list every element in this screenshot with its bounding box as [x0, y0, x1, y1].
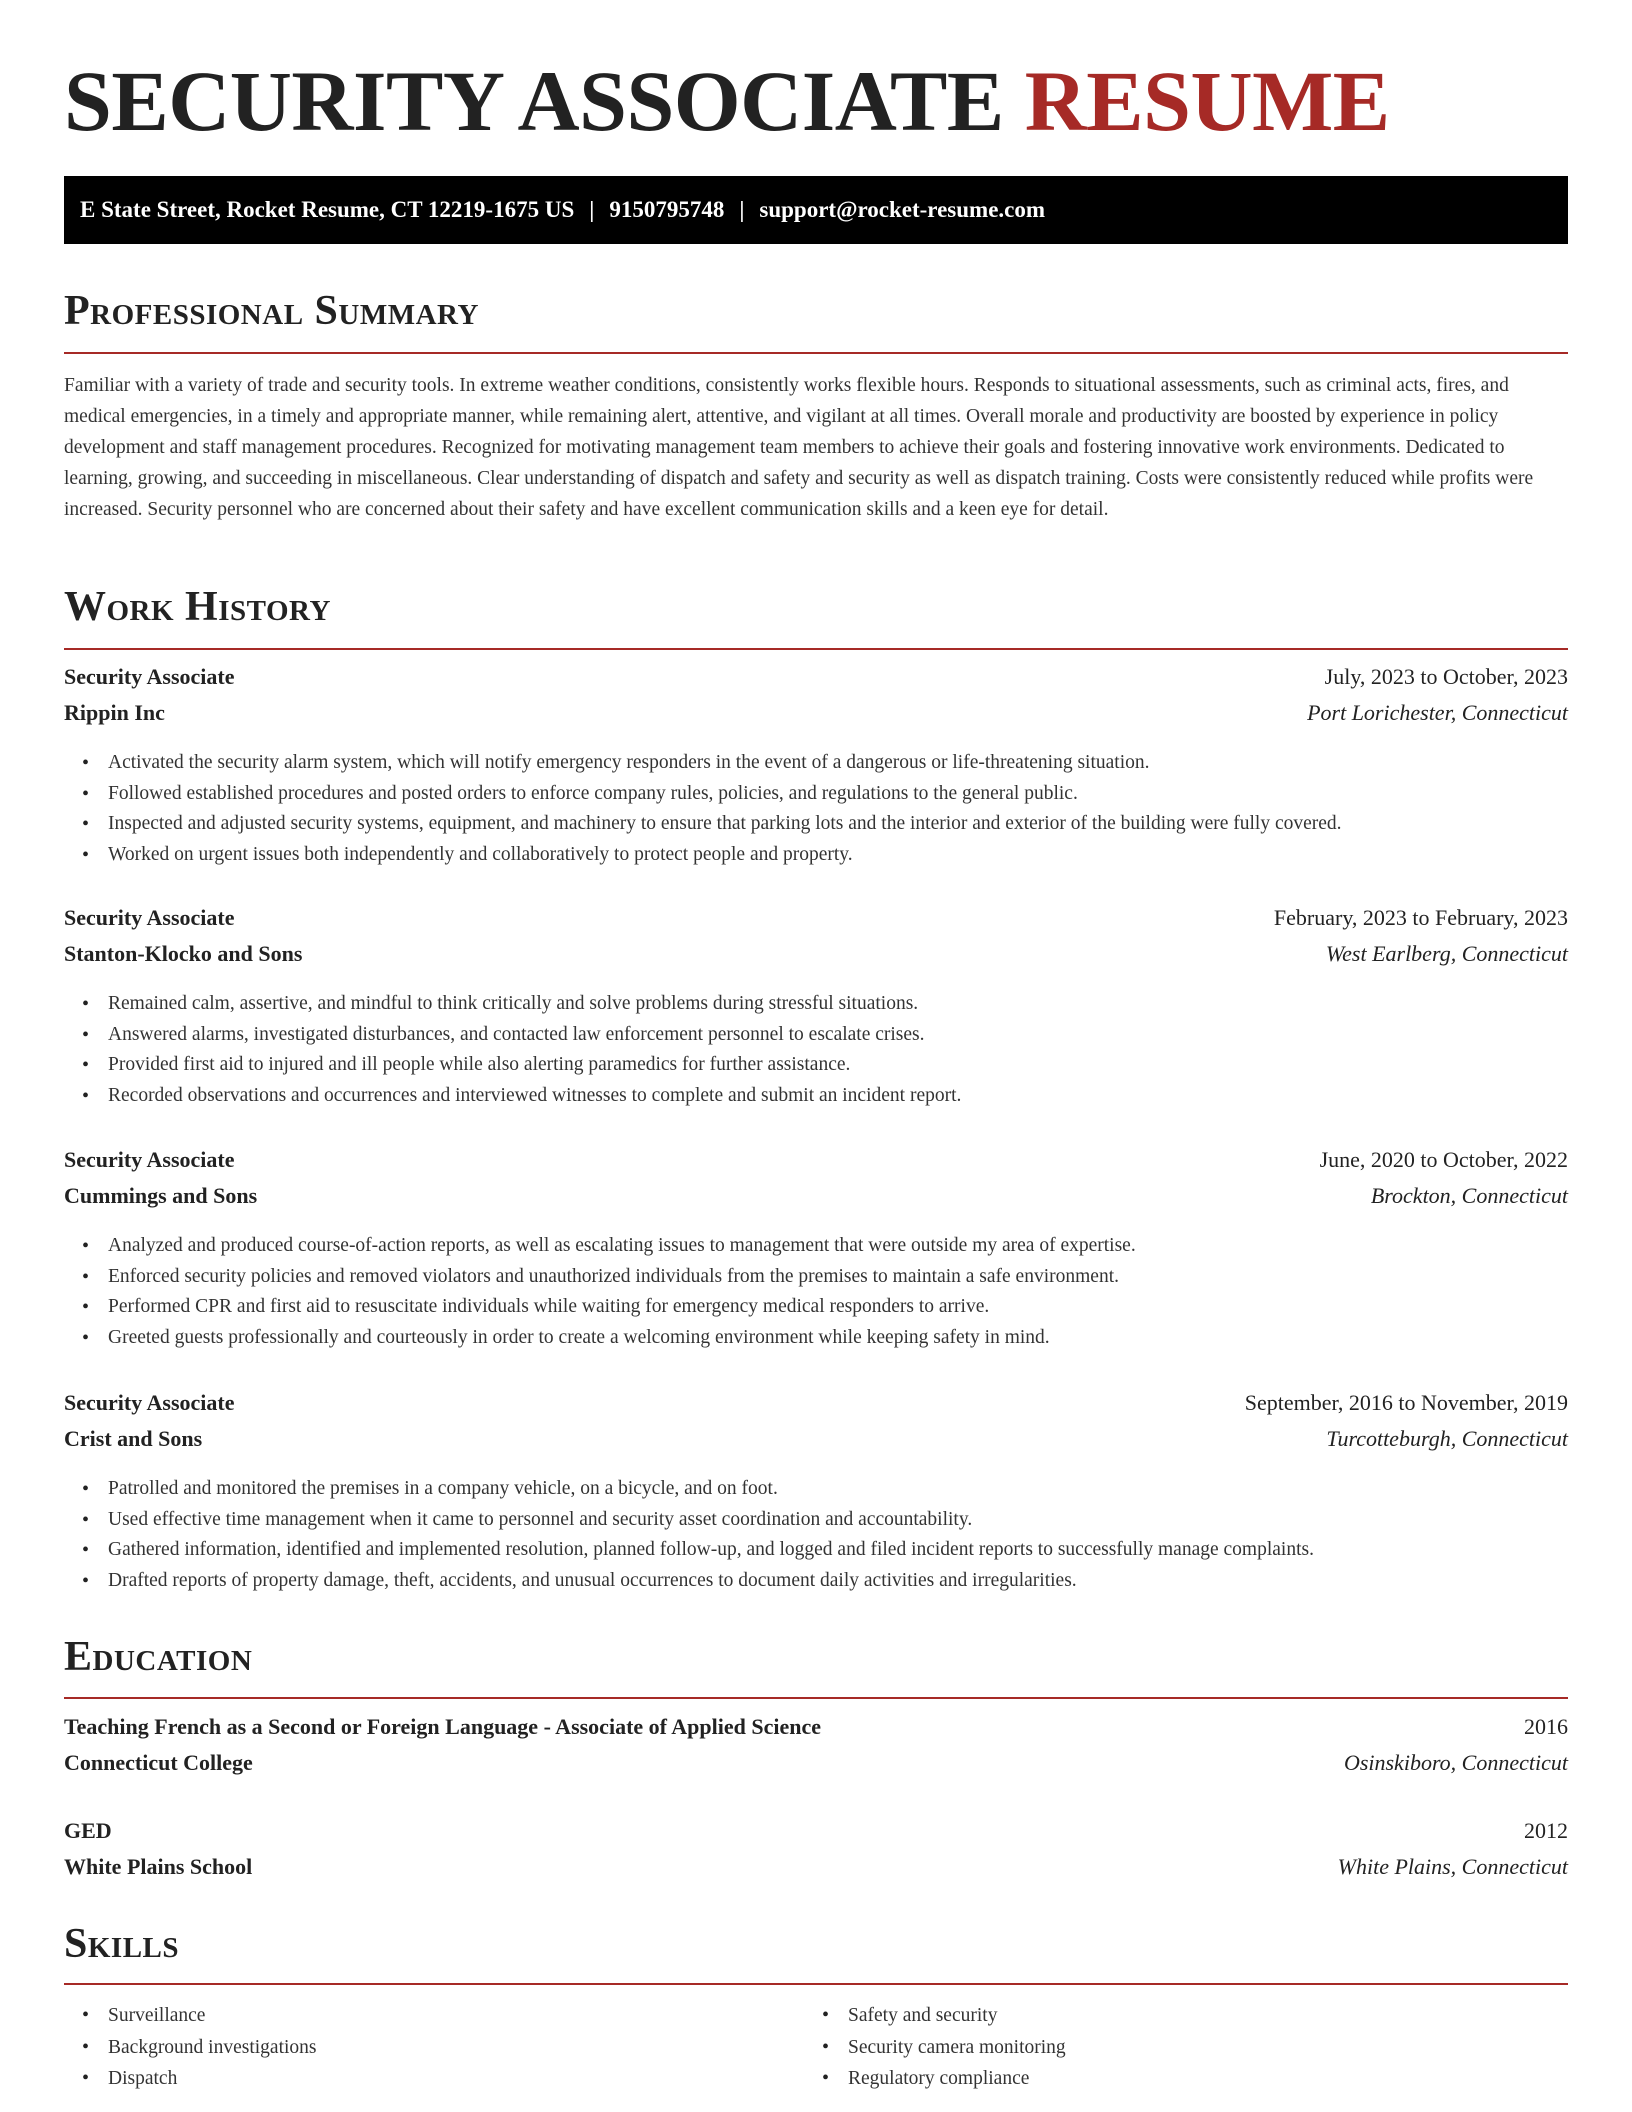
job-company-row [64, 1426, 1568, 1462]
job-bullets [64, 1474, 1568, 1596]
education-location: Osinskiboro, Connecticut [1343, 1750, 1568, 1775]
contact-separator: | [739, 197, 745, 222]
job-company: Crist and Sons [64, 1426, 203, 1451]
job-header-row [64, 1147, 1568, 1183]
job-location: West Earlberg, Connecticut [1325, 941, 1568, 966]
contact-email: support@rocket-resume.com [759, 197, 1046, 222]
job-location: Turcotteburgh, Connecticut [1326, 1426, 1568, 1451]
skills-list [64, 2000, 1568, 2095]
list-item: • Activated the security alarm system, which will notify emergency responders in the event of a dangerous or life-threatening situation. [64, 748, 1568, 779]
education-degree: Teaching French as a Second or Foreign Language - Associate of Applied Science [64, 1714, 821, 1739]
section-heading-education: Education [64, 1634, 253, 1680]
section-divider [64, 1697, 1568, 1699]
list-item: • Followed established procedures and posted orders to enforce company rules, policies, and regulations to the general public. [64, 779, 1568, 810]
job-title: Security Associate [64, 664, 235, 689]
job-company: Stanton-Klocko and Sons [64, 941, 303, 966]
work-section [64, 586, 1568, 628]
job-dates: June, 2020 to October, 2022 [1319, 1147, 1568, 1172]
section-divider [64, 648, 1568, 650]
list-item: • Worked on urgent issues both independently and collaboratively to protect people and property. [64, 840, 1568, 871]
job-bullets [64, 989, 1568, 1111]
list-item: • Answered alarms, investigated disturbances, and contacted law enforcement personnel to escalate crises. [64, 1020, 1568, 1051]
list-item: • Recorded observations and occurrences and interviewed witnesses to complete and submit an incident report. [64, 1081, 1568, 1112]
section-divider [64, 1983, 1568, 1985]
skill-item: • Dispatch [64, 2063, 804, 2095]
list-item: • Performed CPR and first aid to resuscitate individuals while waiting for emergency medical responders to arrive. [64, 1292, 1568, 1323]
summary-text: Familiar with a variety of trade and security tools. In extreme weather conditions, consistently works flexible hours. Responds to situational assessments, such as criminal acts, fires, and medical emergencies, in a timely and appropriate manner, while remaining alert, attentive, and vigilant at all times. Overall morale and productivity are boosted by experience in policy development and staff management procedures. Recognized for motivating management team members to achieve their goals and fostering innovative work environments. Dedicated to learning, growing, and succeeding in miscellaneous. Clear understanding of dispatch and safety and security as well as dispatch training. Costs were consistently reduced while profits were increased. Security personnel who are concerned about their safety and have excellent communication skills and a keen eye for detail. [64, 375, 1534, 520]
job-title: Security Associate [64, 1147, 235, 1172]
summary-section [64, 290, 1568, 332]
list-item: • Drafted reports of property damage, theft, accidents, and unusual occurrences to document daily activities and irregularities. [64, 1566, 1568, 1597]
resume-title [64, 53, 1390, 149]
job-location: Brockton, Connecticut [1370, 1183, 1568, 1208]
skill-item: • Background investigations [64, 2032, 804, 2064]
list-item: • Remained calm, assertive, and mindful to think critically and solve problems during stressful situations. [64, 989, 1568, 1020]
job-entry [64, 1147, 1568, 1353]
job-title: Security Associate [64, 905, 235, 930]
education-entry [64, 1818, 1568, 1890]
job-company-row [64, 1183, 1568, 1219]
job-dates: July, 2023 to October, 2023 [1324, 664, 1568, 689]
education-school-row [64, 1854, 1568, 1890]
section-heading-work: Work History [64, 584, 331, 630]
job-company-row [64, 700, 1568, 736]
education-school-row [64, 1750, 1568, 1786]
job-entry [64, 905, 1568, 1111]
skills-column-left [64, 2000, 804, 2095]
list-item: • Inspected and adjusted security systems, equipment, and machinery to ensure that parking lots and the interior and exterior of the building were fully covered. [64, 809, 1568, 840]
list-item: • Gathered information, identified and implemented resolution, planned follow-up, and logged and filed incident reports to successfully manage complaints. [64, 1535, 1568, 1566]
title-main: SECURITY ASSOCIATE [64, 53, 1004, 149]
contact-separator: | [589, 197, 595, 222]
education-school: White Plains School [64, 1854, 253, 1879]
title-accent: RESUME [1024, 53, 1390, 149]
skills-column-right [804, 2000, 1544, 2095]
job-entry [64, 664, 1568, 870]
skill-item: • Regulatory compliance [804, 2063, 1544, 2095]
education-year: 2016 [1524, 1714, 1568, 1739]
contact-address: E State Street, Rocket Resume, CT 12219-1675 US [80, 197, 575, 222]
section-heading-summary: Professional Summary [64, 288, 479, 334]
job-dates: September, 2016 to November, 2019 [1244, 1390, 1568, 1415]
list-item: • Enforced security policies and removed violators and unauthorized individuals from the premises to maintain a safe environment. [64, 1262, 1568, 1293]
skills-section [64, 1923, 1568, 1965]
list-item: • Provided first aid to injured and ill people while also alerting paramedics for further assistance. [64, 1050, 1568, 1081]
job-company-row [64, 941, 1568, 977]
education-header-row [64, 1714, 1568, 1750]
section-divider [64, 352, 1568, 354]
list-item: • Patrolled and monitored the premises in a company vehicle, on a bicycle, and on foot. [64, 1474, 1568, 1505]
job-header-row [64, 905, 1568, 941]
job-bullets [64, 1231, 1568, 1353]
skill-item: • Security camera monitoring [804, 2032, 1544, 2064]
skill-item: • Surveillance [64, 2000, 804, 2032]
job-header-row [64, 1390, 1568, 1426]
job-title: Security Associate [64, 1390, 235, 1415]
job-dates: February, 2023 to February, 2023 [1273, 905, 1568, 930]
education-header-row [64, 1818, 1568, 1854]
education-location: White Plains, Connecticut [1337, 1854, 1568, 1879]
education-entry [64, 1714, 1568, 1786]
contact-bar [64, 176, 1568, 244]
education-school: Connecticut College [64, 1750, 253, 1775]
job-company: Cummings and Sons [64, 1183, 258, 1208]
job-header-row [64, 664, 1568, 700]
job-company: Rippin Inc [64, 700, 165, 725]
education-degree: GED [64, 1818, 112, 1843]
list-item: • Analyzed and produced course-of-action reports, as well as escalating issues to management that were outside my area of expertise. [64, 1231, 1568, 1262]
job-entry [64, 1390, 1568, 1596]
job-bullets [64, 748, 1568, 870]
section-heading-skills: Skills [64, 1921, 180, 1967]
education-year: 2012 [1524, 1818, 1568, 1843]
skill-item: • Safety and security [804, 2000, 1544, 2032]
list-item: • Used effective time management when it came to personnel and security asset coordination and accountability. [64, 1505, 1568, 1536]
education-section [64, 1636, 1568, 1678]
list-item: • Greeted guests professionally and courteously in order to create a welcoming environment while keeping safety in mind. [64, 1323, 1568, 1354]
job-location: Port Lorichester, Connecticut [1307, 700, 1568, 725]
contact-phone: 9150795748 [609, 197, 725, 222]
